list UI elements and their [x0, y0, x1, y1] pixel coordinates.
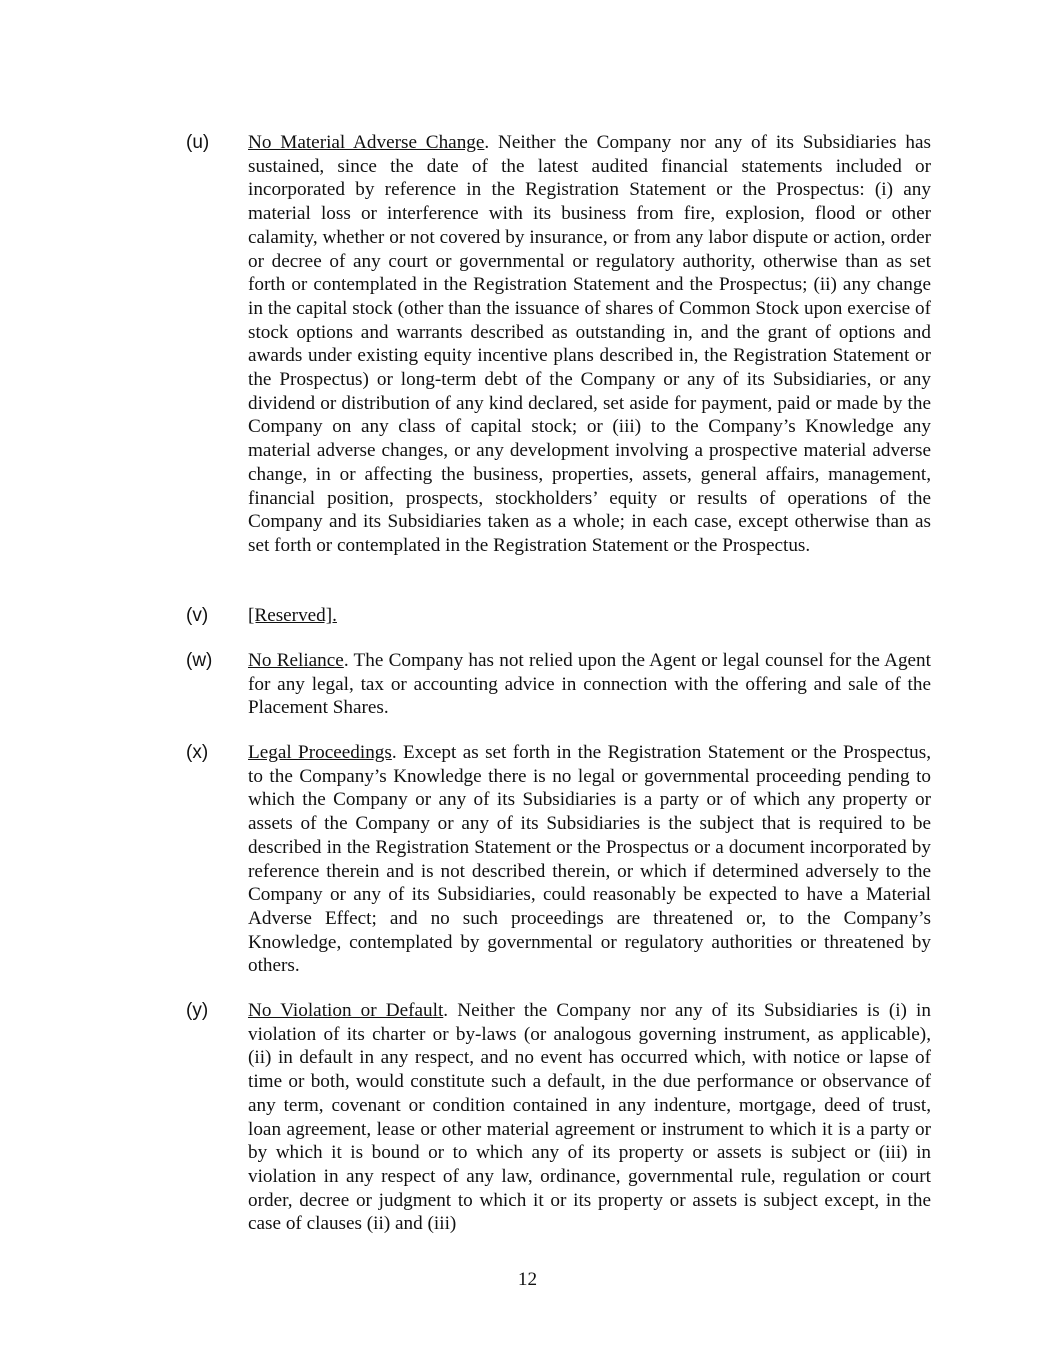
clause-text: . Neither the Company nor any of its Subsidiaries has sustained, since the date of the latest audited financial statements included or incorporated by reference in the Registration Statement or the Prospectus: (i) any material loss or interference with its business from fire, explosion, flood or other calamity, whether or not covered by insurance, or from any labor dispute or action, order or decree of any court or governmental or regulatory authority, otherwise than as set forth or contemplated in the Registration Statement and the Prospectus; (ii) any change in the capital stock (other than the issuance of shares of Common Stock upon exercise of stock options and warrants described as outstanding in, and the grant of options and awards under existing equity incentive plans described in, the Registration Statement or the Prospectus) or long-term debt of the Company or any of its Subsidiaries, or any dividend or distribution of any kind declared, set aside for payment, paid or made by the Company on any class of capital stock; or (iii) to the Company’s Knowledge any material adverse changes, or any development involving a prospective material adverse change, in or affecting the business, properties, assets, general affairs, management, financial position, prospects, stockholders’ equity or results of operations of the Company and its Subsidiaries taken as a whole; in each case, except otherwise than as set forth or contemplated in the Registration Statement or the Prospectus. — [248, 132, 931, 556]
clause-text: . Neither the Company nor any of its Subsidiaries is (i) in violation of its charter or by-laws (or analogous governing instrument, as applicable), (ii) in default in any respect, and no event has occurred which, with notice or lapse of time or both, would constitute such a default, in the due performance or observance of any term, covenant or condition contained in any indenture, mortgage, deed of trust, loan agreement, lease or other material agreement or instrument to which it is a party or by which it is bound or to which any of its property or assets is subject or (iii) in violation in any respect of any law, ordinance, governmental rule, regulation or court order, decree or judgment to which it or its property or assets is subject except, in the case of clauses (ii) and (iii) — [248, 1000, 931, 1235]
clause-body — [248, 741, 931, 978]
clause-letter: (u) — [186, 132, 210, 153]
clause-heading: [Reserved]. — [248, 605, 337, 626]
clause-body — [248, 604, 931, 628]
clause-text: . Except as set forth in the Registration Statement or the Prospectus, to the Company’s Knowledge there is no legal or governmental proceeding pending to which the Company or any of its Subsidiaries is a party or of which any property or assets of the Company or any of its Subsidiaries is the subject that is required to be described in the Registration Statement or the Prospectus or a document incorporated by reference therein and is not described therein, or which if determined adversely to the Company or any of its Subsidiaries, could reasonably be expected to have a Material Adverse Effect; and no such proceedings are threatened or, to the Company’s Knowledge, contemplated by governmental or regulatory authorities or threatened by others. — [248, 742, 931, 977]
clause-body — [248, 999, 931, 1236]
clause-heading: No Material Adverse Change — [248, 132, 485, 153]
clause-body — [248, 649, 931, 720]
clause-text: . The Company has not relied upon the Agent or legal counsel for the Agent for any legal, tax or accounting advice in connection with the offering and sale of the Placement Shares. — [248, 650, 931, 719]
clause-heading: No Violation or Default — [248, 1000, 444, 1021]
clause-letter: (v) — [186, 605, 209, 626]
clause-letter: (y) — [186, 1000, 209, 1021]
clause-letter: (w) — [186, 650, 213, 671]
page-number: 12 — [517, 1269, 538, 1290]
clause-letter: (x) — [186, 742, 209, 763]
clause-body — [248, 131, 931, 558]
clause-heading: Legal Proceedings — [248, 742, 392, 763]
clause-heading: No Reliance — [248, 650, 344, 671]
